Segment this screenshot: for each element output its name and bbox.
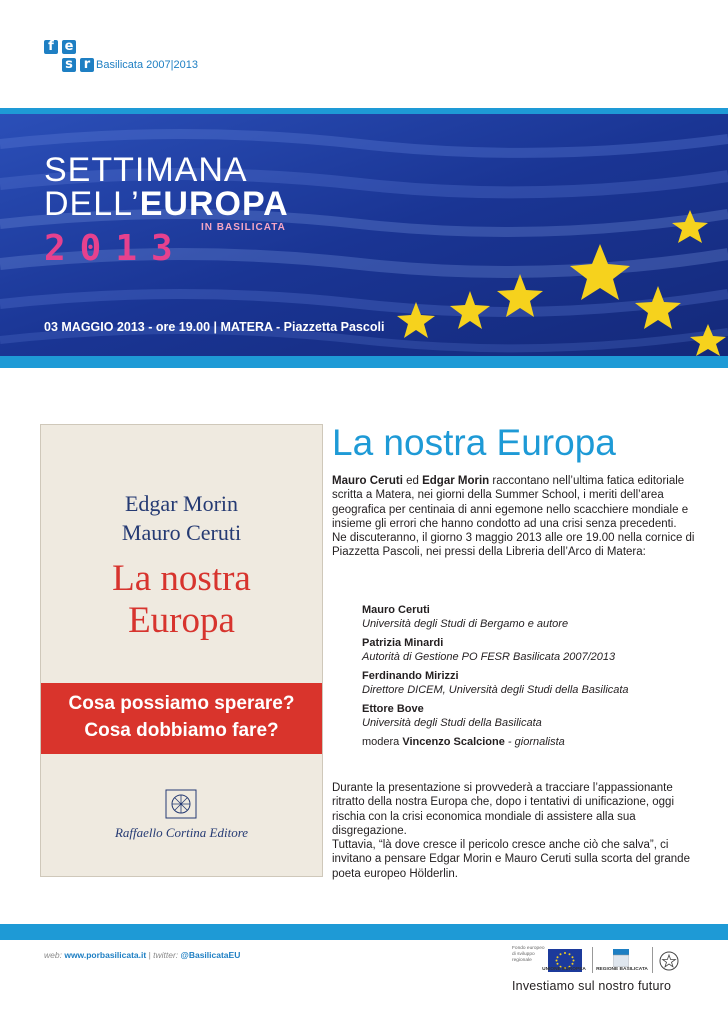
- speakers-list: [362, 603, 702, 754]
- twitter-link[interactable]: @BasilicataEU: [180, 950, 241, 960]
- book-title-line2: Europa: [128, 600, 235, 641]
- article-headline: La nostra Europa: [332, 422, 616, 463]
- article-outro: [332, 781, 696, 881]
- article-intro: [332, 474, 696, 560]
- speaker-role: Direttore DICEM, Università degli Studi della Basilicata: [362, 684, 629, 696]
- banner-title-line1: SETTIMANA: [44, 151, 248, 189]
- moderator-item: [362, 735, 702, 749]
- regione-basilicata-emblem-icon: [613, 949, 629, 967]
- eu-caption: UNIONE EUROPEA: [542, 967, 586, 972]
- fesr-logo: [44, 40, 204, 80]
- fondo-europeo-text: Fondo europeo di sviluppo regionale: [512, 946, 545, 963]
- book-red-band: [41, 683, 322, 754]
- speaker-role: Università degli Studi di Bergamo e autore: [362, 618, 569, 630]
- book-band-line1: Cosa possiamo sperare?: [68, 693, 295, 714]
- footer-rule: [0, 924, 728, 940]
- speaker-role: Autorità di Gestione PO FESR Basilicata 2007/2013: [362, 651, 616, 663]
- event-date-location: 03 MAGGIO 2013 - ore 19.00 | MATERA - Piazzetta Pascoli: [44, 320, 385, 334]
- moderator-name: Vincenzo Scalcione: [402, 736, 505, 748]
- intro-connector: ed: [402, 475, 423, 487]
- author-name-morin: Edgar Morin: [422, 475, 490, 487]
- book-author-2: Mauro Ceruti: [121, 520, 242, 545]
- outro-paragraph-2: Tuttavia, “là dove cresce il pericolo cresce anche ciò che salva”, ci invitano a pensare Edgar Morin e Mauro Ceruti sulla scorta del grande poeta europeo Hölderlin.: [332, 839, 690, 880]
- region-caption: REGIONE BASILICATA: [596, 967, 648, 972]
- speaker-name: Mauro Ceruti: [362, 604, 430, 616]
- logo-letter-r: r: [80, 58, 94, 72]
- intro-paragraph-2: Ne discuteranno, il giorno 3 maggio 2013 alle ore 19.00 nella cornice di Piazzetta Pascoli, nei pressi della Libreria dell’Arco di Matera:: [332, 532, 695, 559]
- banner-title-europa: EUROPA: [139, 185, 289, 223]
- speaker-name: Patrizia Minardi: [362, 637, 444, 649]
- book-title-line1: La nostra: [112, 558, 251, 599]
- speaker-role: Università degli Studi della Basilicata: [362, 717, 542, 729]
- book-author-1: Edgar Morin: [124, 491, 239, 516]
- speaker-item: [362, 669, 702, 697]
- moderator-prefix: modera: [362, 736, 403, 748]
- speaker-item: [362, 702, 702, 730]
- footer-contacts: [44, 950, 240, 960]
- twitter-label: twitter:: [153, 950, 181, 960]
- outro-paragraph-1: Durante la presentazione si provvederà a tracciare l’appassionante ritratto della nostra Europa che, dopo i tentativi di unificazione, oggi rischia con la crisi economica mondiale di assistere alla sua disgregazione.: [332, 782, 675, 837]
- web-label: web:: [44, 950, 65, 960]
- intro-paragraph-1: [332, 474, 696, 531]
- logo-divider: [652, 947, 653, 973]
- footer-separator: |: [146, 950, 154, 960]
- logo-text: Basilicata 2007|2013: [96, 59, 198, 71]
- logo-letter-s: s: [62, 58, 76, 72]
- banner-bottom-rule: [0, 356, 728, 368]
- institutional-logos: [512, 946, 712, 976]
- banner-title-line2: [44, 186, 289, 222]
- italian-republic-emblem-icon: [658, 950, 680, 972]
- speaker-item: [362, 603, 702, 631]
- speaker-name: Ferdinando Mirizzi: [362, 670, 459, 682]
- banner-title-dell: DELL’: [44, 185, 140, 223]
- logo-letter-e: e: [62, 40, 76, 54]
- logo-divider: [592, 947, 593, 973]
- book-cover: [40, 424, 323, 877]
- author-name-ceruti: Mauro Ceruti: [332, 475, 403, 487]
- footer-slogan: Investiamo sul nostro futuro: [512, 979, 672, 993]
- book-band-line2: Cosa dobbiamo fare?: [84, 720, 279, 741]
- logo-letter-f: f: [44, 40, 58, 54]
- speaker-item: [362, 636, 702, 664]
- website-link[interactable]: www.porbasilicata.it: [64, 950, 147, 960]
- moderator-role: - giornalista: [504, 736, 565, 748]
- publisher-emblem-icon: [165, 789, 197, 819]
- book-publisher: Raffaello Cortina Editore: [114, 825, 249, 840]
- speaker-name: Ettore Bove: [362, 703, 424, 715]
- intro-text: raccontano nell’ultima fatica editoriale scritta a Matera, nei giorni della Summer School, i meriti dell’area geografica per centinaia di anni egemone nello scacchiere mondiale e insieme gli errori che hanno condotto ad una crisi senza precedenti.: [332, 475, 689, 530]
- banner-year: 2013: [44, 228, 187, 269]
- banner-subtitle: IN BASILICATA: [201, 222, 286, 233]
